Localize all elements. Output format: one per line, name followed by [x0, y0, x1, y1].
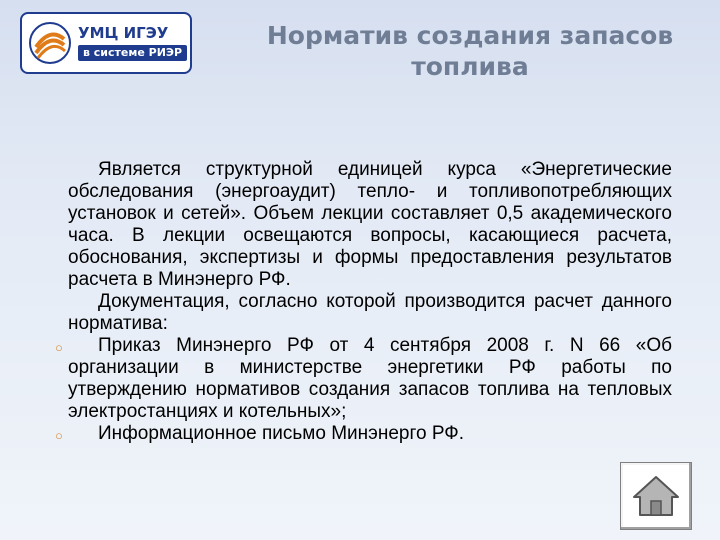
- list-item: [55, 335, 672, 423]
- intro-paragraph: Является структурной единицей курса «Энергетические обследования (энергоаудит) тепло- и топливопотребляющих установок и сетей». Объем лекции составляет 0,5 академического часа. В лекции освещаются вопросы, касающиеся расчета, обоснования, экспертизы и формы предоставления результатов расчета в Минэнерго РФ.: [68, 159, 672, 290]
- home-button[interactable]: [620, 462, 692, 530]
- home-icon: [631, 473, 681, 519]
- bullet-icon: ○: [55, 340, 63, 355]
- list-item-text: Приказ Минэнерго РФ от 4 сентября 2008 г. N 66 «Об организации в министерстве энергетики РФ работы по утверждению нормативов создания запасов топлива на тепловых электростанциях и котельных»;: [68, 335, 672, 422]
- umc-emblem-icon: [28, 21, 72, 65]
- list-item-text: Информационное письмо Минэнерго РФ.: [98, 423, 465, 444]
- logo: [20, 12, 192, 74]
- list-item: [55, 423, 672, 445]
- page-title: [240, 20, 700, 82]
- documentation-paragraph: Документация, согласно которой производится расчет данного норматива:: [68, 291, 672, 334]
- logo-subtitle: в системе РИЭР: [78, 45, 187, 61]
- slide-body: [55, 159, 672, 445]
- page-title-line1: Норматив создания запасов: [266, 21, 674, 50]
- page-title-line2: топлива: [411, 52, 529, 81]
- bullet-icon: ○: [55, 428, 63, 443]
- logo-title: УМЦ ИГЭУ: [78, 24, 169, 43]
